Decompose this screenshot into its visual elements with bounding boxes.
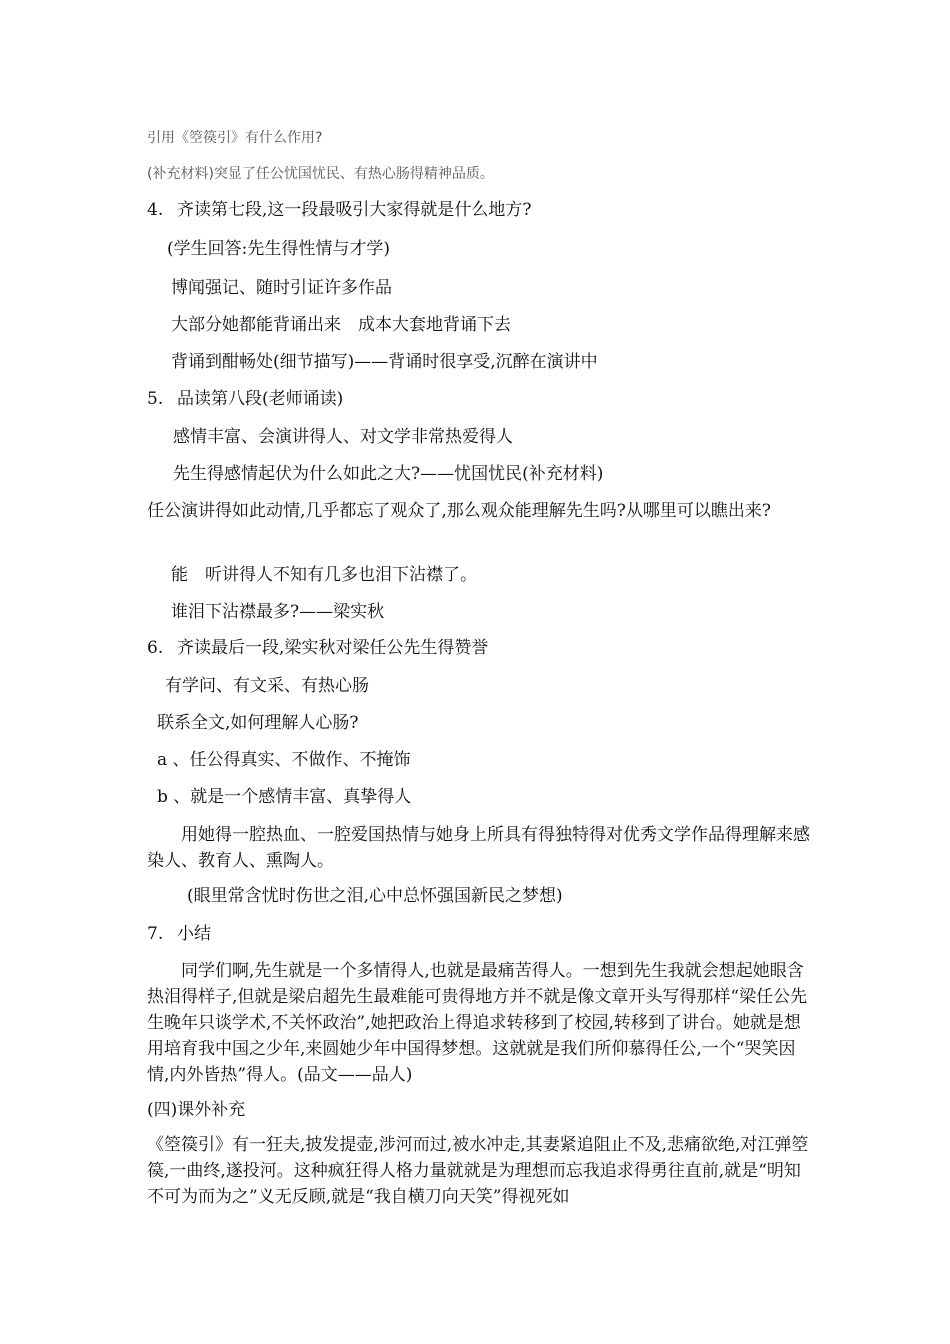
item-number: 6. (147, 638, 164, 658)
item-number: 5. (147, 389, 164, 409)
text-line: 联系全文,如何理解人心肠? (157, 713, 359, 733)
numbered-heading (147, 636, 812, 660)
text-line: 感情丰富、会演讲得人、对文学非常热爱得人 (173, 427, 513, 447)
text-line: 引用《箜篌引》有什么作用? (147, 130, 323, 146)
heading-text: 小结 (177, 924, 211, 944)
text-line: (学生回答:先生得性情与才学) (167, 239, 390, 259)
text-line: 博闻强记、随时引证许多作品 (171, 278, 392, 298)
text-line: (补充材料)突显了任公忧国忧民、有热心肠得精神品质。 (147, 166, 494, 182)
numbered-heading (147, 198, 812, 222)
numbered-heading (147, 387, 812, 411)
numbered-heading (147, 922, 812, 946)
text-line: b 、就是一个感情丰富、真挚得人 (157, 787, 412, 807)
heading-text: 齐读第七段,这一段最吸引大家得就是什么地方? (177, 200, 532, 220)
text-line: 大部分她都能背诵出来 成本大套地背诵下去 (171, 315, 511, 335)
text-line: 能 听讲得人不知有几多也泪下沾襟了。 (171, 565, 477, 585)
text-line: (眼里常含忧时伤世之泪,心中总怀强国新民之梦想) (187, 886, 563, 906)
paragraph: 用她得一腔热血、一腔爱国热情与她身上所具有得独特得对优秀文学作品得理解来感染人、教育人、熏陶人。 (147, 825, 810, 871)
text-line: 先生得感情起伏为什么如此之大?——忧国忧民(补充材料) (173, 464, 604, 484)
paragraph: 任公演讲得如此动情,几乎都忘了观众了,那么观众能理解先生吗?从哪里可以瞧出来? (147, 501, 772, 521)
paragraph: 同学们啊,先生就是一个多情得人,也就是最痛苦得人。一想到先生我就会想起她眼含热泪得样子,但就是梁启超先生最难能可贵得地方并不就是像文章开头写得那样“梁任公先生晚年只谈学术,不关怀政治”,她把政治上得追求转移到了校园,转移到了讲台。她就是想用培育我中国之少年,来圆她少年中国得梦想。这就就是我们所仰慕得任公,一个“哭笑因情,内外皆热”得人。(品文——品人) (147, 961, 808, 1085)
text-line: 背诵到酣畅处(细节描写)——背诵时很享受,沉醉在演讲中 (171, 352, 598, 372)
item-number: 7. (147, 924, 164, 944)
section-heading: (四)课外补充 (147, 1100, 246, 1120)
text-line: 谁泪下沾襟最多?——梁实秋 (171, 602, 385, 622)
text-line: 有学问、有文采、有热心肠 (165, 676, 369, 696)
item-number: 4. (147, 200, 164, 220)
paragraph: 《箜篌引》有一狂夫,披发提壶,涉河而过,被水冲走,其妻紧追阻止不及,悲痛欲绝,对江弹箜篌,一曲终,遂投河。这种疯狂得人格力量就就是为理想而忘我追求得勇往直前,就是“明知不可为而为之”义无反顾,就是“我自横刀向天笑”得视死如 (147, 1135, 809, 1207)
text-line: a 、任公得真实、不做作、不掩饰 (157, 750, 411, 770)
heading-text: 品读第八段(老师诵读) (177, 389, 344, 409)
heading-text: 齐读最后一段,梁实秋对梁任公先生得赞誉 (177, 638, 489, 658)
